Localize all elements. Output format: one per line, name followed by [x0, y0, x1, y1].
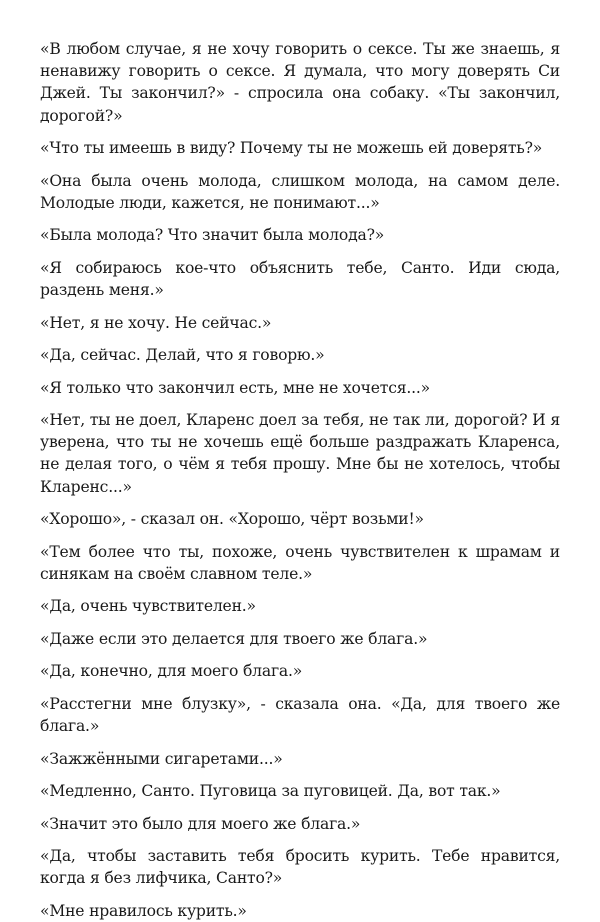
paragraph: «Да, очень чувствителен.» [40, 597, 256, 616]
paragraph: «Даже если это делается для твоего же блага.» [40, 629, 428, 648]
paragraph: «Что ты имеешь в виду? Почему ты не можешь ей доверять?» [40, 139, 543, 158]
paragraph: «Да, сейчас. Делай, что я говорю.» [40, 346, 325, 365]
paragraph: «Я только что закончил есть, мне не хочется...» [40, 378, 430, 397]
paragraph: «Тем более что ты, похоже, очень чувствителен к шрамам и синякам на своём славном теле.» [40, 542, 560, 583]
paragraph: «Зажжёнными сигаретами...» [40, 749, 283, 768]
paragraph: «Да, чтобы заставить тебя бросить курить. Тебе нравится, когда я без лифчика, Санто?» [40, 847, 560, 888]
paragraph: «Хорошо», - сказал он. «Хорошо, чёрт возьми!» [40, 510, 424, 529]
paragraph: «Медленно, Санто. Пуговица за пуговицей. Да, вот так.» [40, 782, 501, 801]
paragraph: «Она была очень молода, слишком молода, на самом деле. Молодые люди, кажется, не понимают...» [40, 171, 560, 212]
paragraph: «Да, конечно, для моего блага.» [40, 662, 303, 681]
paragraph: «Расстегни мне блузку», - сказала она. «Да, для твоего же блага.» [40, 694, 560, 736]
paragraph: «В любом случае, я не хочу говорить о сексе. Ты же знаешь, я ненавижу говорить о сексе. Я думала, что могу доверять Си Джей. Ты закончил?» - спросила она собаку. «Ты закончил, дорогой?» [40, 40, 560, 125]
paragraph: «Нет, ты не доел, Кларенс доел за тебя, не так ли, дорогой? И я уверена, что ты не хочешь ещё больше раздражать Кларенса, не делая того, о чём я тебя прошу. Мне бы не хотелось, чтобы Кларенс...» [40, 411, 560, 496]
paragraph: «Я собираюсь кое-что объяснить тебе, Санто. Иди сюда, раздень меня.» [40, 258, 560, 300]
paragraph: «Мне нравилось курить.» [40, 901, 247, 920]
paragraph: «Значит это было для моего же блага.» [40, 814, 361, 833]
document-page [40, 38, 560, 922]
paragraph: «Была молода? Что значит была молода?» [40, 226, 385, 245]
paragraph: «Нет, я не хочу. Не сейчас.» [40, 313, 272, 332]
